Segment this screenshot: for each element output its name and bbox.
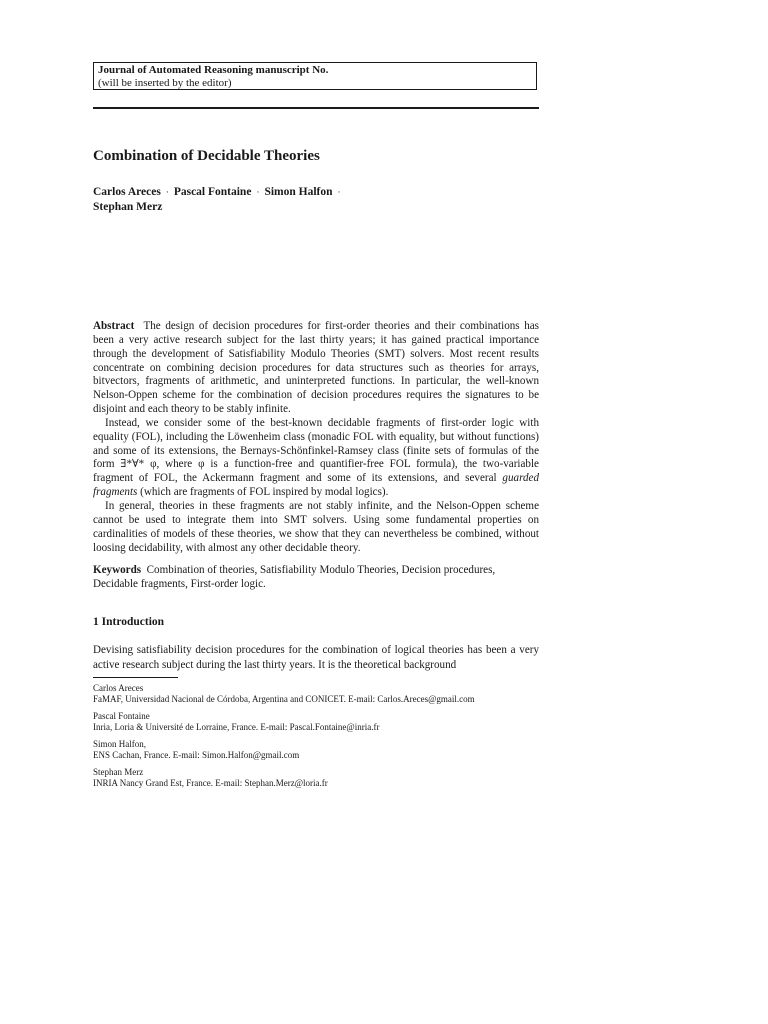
affiliation-detail: FaMAF, Universidad Nacional de Córdoba, Argentina and CONICET. E-mail: Carlos.Areces@gmail.com xyxy=(93,694,475,704)
body-paragraph: Devising satisfiability decision procedures for the combination of logical theories has been a very active research subject during the last thirty years. It is the theoretical background xyxy=(93,644,539,671)
affiliation-detail: INRIA Nancy Grand Est, France. E-mail: Stephan.Merz@loria.fr xyxy=(93,778,328,788)
keywords-label: Keywords xyxy=(93,564,142,576)
abstract-label: Abstract xyxy=(93,320,135,332)
abstract-emphasis: guarded fragments xyxy=(93,472,539,499)
header-rule xyxy=(93,107,539,109)
author-name: Stephan Merz xyxy=(93,201,163,213)
journal-note: (will be inserted by the editor) xyxy=(98,77,232,89)
author-list xyxy=(93,185,539,215)
author-separator: · xyxy=(337,187,341,197)
affiliation-entry xyxy=(93,683,539,705)
affiliation-name: Simon Halfon, xyxy=(93,739,146,749)
affiliation-detail: Inria, Loria & Université de Lorraine, France. E-mail: Pascal.Fontaine@inria.fr xyxy=(93,722,380,732)
section-heading: 1 Introduction xyxy=(93,616,165,628)
author-name: Simon Halfon xyxy=(264,186,333,198)
affiliation-entry xyxy=(93,767,539,789)
author-separator: · xyxy=(165,187,169,197)
keywords-text: Combination of theories, Satisfiability Modulo Theories, Decision procedures, Decidable fragments, First-order logic. xyxy=(93,564,496,590)
abstract-text: (which are fragments of FOL inspired by modal logics). xyxy=(140,486,389,499)
affiliation-name: Carlos Areces xyxy=(93,683,144,693)
affiliation-entry xyxy=(93,711,539,733)
keywords xyxy=(93,563,539,591)
author-affiliations xyxy=(93,683,539,795)
introduction-text xyxy=(93,643,539,673)
affiliation-detail: ENS Cachan, France. E-mail: Simon.Halfon@gmail.com xyxy=(93,750,300,760)
abstract-paragraph xyxy=(93,417,539,500)
paper-title: Combination of Decidable Theories xyxy=(93,148,320,164)
author-name: Pascal Fontaine xyxy=(173,186,252,198)
affiliation-name: Stephan Merz xyxy=(93,767,144,777)
abstract-paragraph xyxy=(93,320,539,417)
author-name: Carlos Areces xyxy=(93,186,161,198)
affiliation-name: Pascal Fontaine xyxy=(93,711,150,721)
abstract-paragraph xyxy=(93,500,539,555)
journal-name: Journal of Automated Reasoning manuscript No. xyxy=(98,64,329,76)
footnote-rule xyxy=(93,677,178,678)
abstract-text: The design of decision procedures for first-order theories and their combinations has been a very active research subject for the last thirty years; it has gained practical importance through the development of Satisfiability Modulo Theories (SMT) solvers. Most recent results concentrate on combining decision procedures for data structures such as theories for arrays, bitvectors, fragments of arithmetic, and uninterpreted functions. In particular, the well-known Nelson-Oppen scheme for the combination of decision procedures requires the signatures to be disjoint and each theory to be stably infinite. xyxy=(93,320,540,416)
abstract-text: In general, theories in these fragments are not stably infinite, and the Nelson-Oppen scheme cannot be used to integrate them into SMT solvers. Using some fundamental properties on cardinalities of models of these theories, we show that they can nevertheless be combined, without loosing decidability, with almost any other decidable theory. xyxy=(93,499,539,554)
abstract-text: Instead, we consider some of the best-known decidable fragments of first-order logic with equality (FOL), including the Löwenheim class (monadic FOL with equality, but without functions) and some of its extensions, the Bernays-Schönfinkel-Ramsey class (finite sets of formulas of the form ∃*∀* φ, where φ is a function-free and quantifier-free FOL formula), the two-variable fragment of FOL, the Ackermann fragment and some of its extensions, and several xyxy=(93,416,539,485)
affiliation-entry xyxy=(93,739,539,761)
author-separator: · xyxy=(256,187,260,197)
journal-header-box xyxy=(93,62,537,90)
abstract xyxy=(93,320,539,555)
